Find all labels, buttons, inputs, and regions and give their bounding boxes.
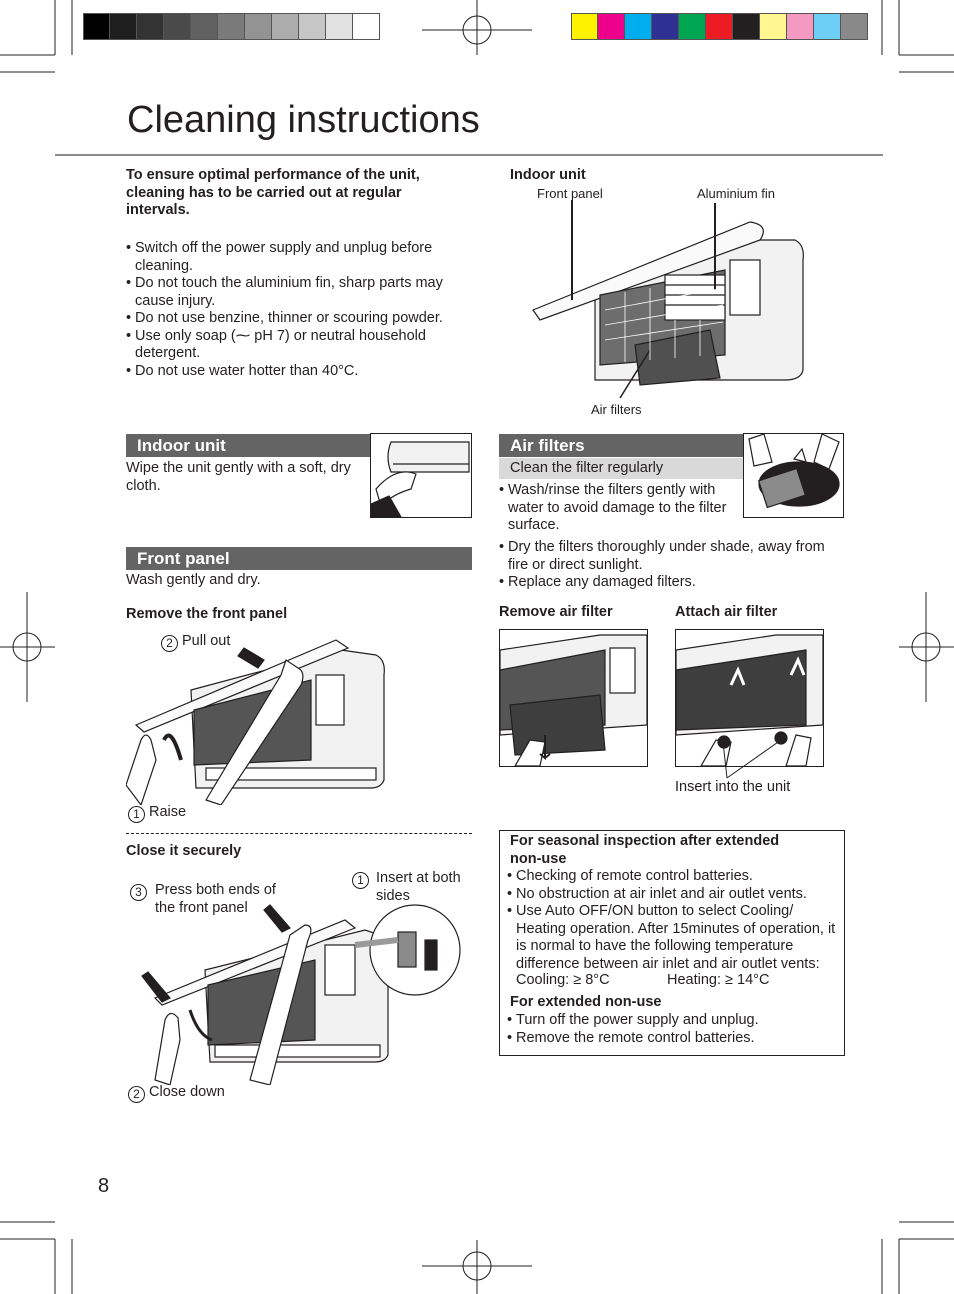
inspection-box [499, 830, 845, 1056]
attach-air-filter-heading: Attach air filter [675, 604, 778, 620]
air-filter-bullet: • Wash/rinse the filters gently with water to avoid damage to the filter surface. [499, 482, 734, 535]
inspection-bullet: • Remove the remote control batteries. [507, 1030, 837, 1048]
seasonal-inspection-bullets [507, 868, 845, 973]
title-rule [55, 154, 883, 156]
cloth-wipe-drawing [371, 434, 471, 517]
step-close-down [128, 1084, 225, 1103]
diagram-title: Indoor unit [510, 167, 586, 183]
seasonal-inspection-heading: For seasonal inspection after extended non-use [510, 833, 780, 867]
indoor-unit-illustration [525, 200, 815, 400]
step-number: 2 [128, 1086, 145, 1103]
close-front-panel-illustration [140, 880, 465, 1085]
color-swatch [191, 13, 218, 40]
air-filters-bullets-top [499, 482, 734, 535]
front-panel-heading: Front panel [126, 547, 472, 570]
air-filter-bullet: • Replace any damaged filters. [499, 574, 839, 592]
step-label: Close down [149, 1084, 225, 1100]
color-swatch [110, 13, 137, 40]
color-swatch [841, 13, 868, 40]
step-label: Raise [149, 804, 187, 820]
color-swatch [571, 13, 598, 40]
inspection-bullet: • Turn off the power supply and unplug. [507, 1012, 837, 1030]
step-number: 1 [352, 872, 369, 889]
color-swatch [164, 13, 191, 40]
remove-filter-drawing [500, 630, 647, 766]
gray-color-bar [83, 0, 383, 41]
cooling-threshold: Cooling: ≥ 8°C [516, 972, 610, 988]
color-swatch [814, 13, 841, 40]
close-securely-heading: Close it securely [126, 843, 242, 859]
color-swatch [679, 13, 706, 40]
front-panel-label: Front panel [537, 186, 603, 201]
color-swatch [353, 13, 380, 40]
color-swatch [706, 13, 733, 40]
remove-air-filter-illustration [499, 629, 648, 767]
air-filters-bullets [499, 539, 839, 592]
step-label: Press both ends of the front panel [155, 882, 276, 916]
cloth-wipe-illustration [370, 433, 472, 518]
intro-bullet: • Use only soap (⁓ pH 7) or neutral household detergent. [126, 328, 471, 363]
process-color-bar [571, 0, 872, 41]
color-swatch [83, 13, 110, 40]
extended-non-use-heading: For extended non-use [510, 994, 662, 1010]
page-number: 8 [98, 1175, 110, 1197]
intro-bullet: • Do not use benzine, thinner or scouring powder. [126, 310, 471, 328]
color-swatch [787, 13, 814, 40]
color-swatch [326, 13, 353, 40]
color-swatch [760, 13, 787, 40]
indoor-unit-heading: Indoor unit [126, 434, 472, 457]
step-label: Insert at both sides [376, 870, 461, 904]
color-swatch [218, 13, 245, 40]
color-swatch [733, 13, 760, 40]
filter-washing-drawing [744, 434, 843, 517]
air-filters-subheading: Clean the filter regularly [499, 458, 744, 479]
insert-into-unit-caption: Insert into the unit [675, 779, 791, 795]
remove-front-panel-illustration [126, 630, 391, 805]
step-number: 3 [130, 884, 147, 901]
color-swatch [299, 13, 326, 40]
heating-threshold: Heating: ≥ 14°C [667, 972, 770, 988]
color-swatch [137, 13, 164, 40]
intro-bullets [126, 240, 471, 380]
color-swatch [272, 13, 299, 40]
remove-air-filter-heading: Remove air filter [499, 604, 613, 620]
intro-bullet: • Switch off the power supply and unplug before cleaning. [126, 240, 471, 275]
step-number: 1 [128, 806, 145, 823]
filter-washing-illustration [743, 433, 844, 518]
air-filters-heading: Air filters [499, 434, 744, 457]
intro-bullet: • Do not use water hotter than 40°C. [126, 363, 471, 381]
insert-callout-lines [715, 740, 805, 780]
air-filter-bullet: • Dry the filters thoroughly under shade, away from fire or direct sunlight. [499, 539, 839, 574]
color-swatch [245, 13, 272, 40]
page-title: Cleaning instructions [127, 99, 480, 141]
intro-text: To ensure optimal performance of the unit, cleaning has to be carried out at regular intervals. [126, 167, 420, 218]
color-swatch [652, 13, 679, 40]
front-panel-text: Wash gently and dry. [126, 572, 261, 588]
inspection-bullet: • Use Auto OFF/ON button to select Cooling/ Heating operation. After 15minutes of operation, it is normal to have the following temperature difference between air inlet and air outlet vents: [507, 903, 845, 973]
color-swatch [598, 13, 625, 40]
extended-non-use-bullets [507, 1012, 837, 1047]
inspection-bullet: • No obstruction at air inlet and air outlet vents. [507, 886, 845, 904]
air-filters-label: Air filters [591, 402, 642, 417]
dashed-divider [126, 833, 472, 834]
intro-bullet: • Do not touch the aluminium fin, sharp parts may cause injury. [126, 275, 471, 310]
indoor-unit-text: Wipe the unit gently with a soft, dry cloth. [126, 460, 351, 494]
aluminium-fin-label: Aluminium fin [697, 186, 776, 201]
inspection-bullet: • Checking of remote control batteries. [507, 868, 845, 886]
remove-front-panel-heading: Remove the front panel [126, 606, 288, 622]
step-number: 2 [161, 635, 178, 652]
step-raise [128, 804, 186, 823]
step-label: Pull out [182, 633, 231, 649]
color-swatch [625, 13, 652, 40]
